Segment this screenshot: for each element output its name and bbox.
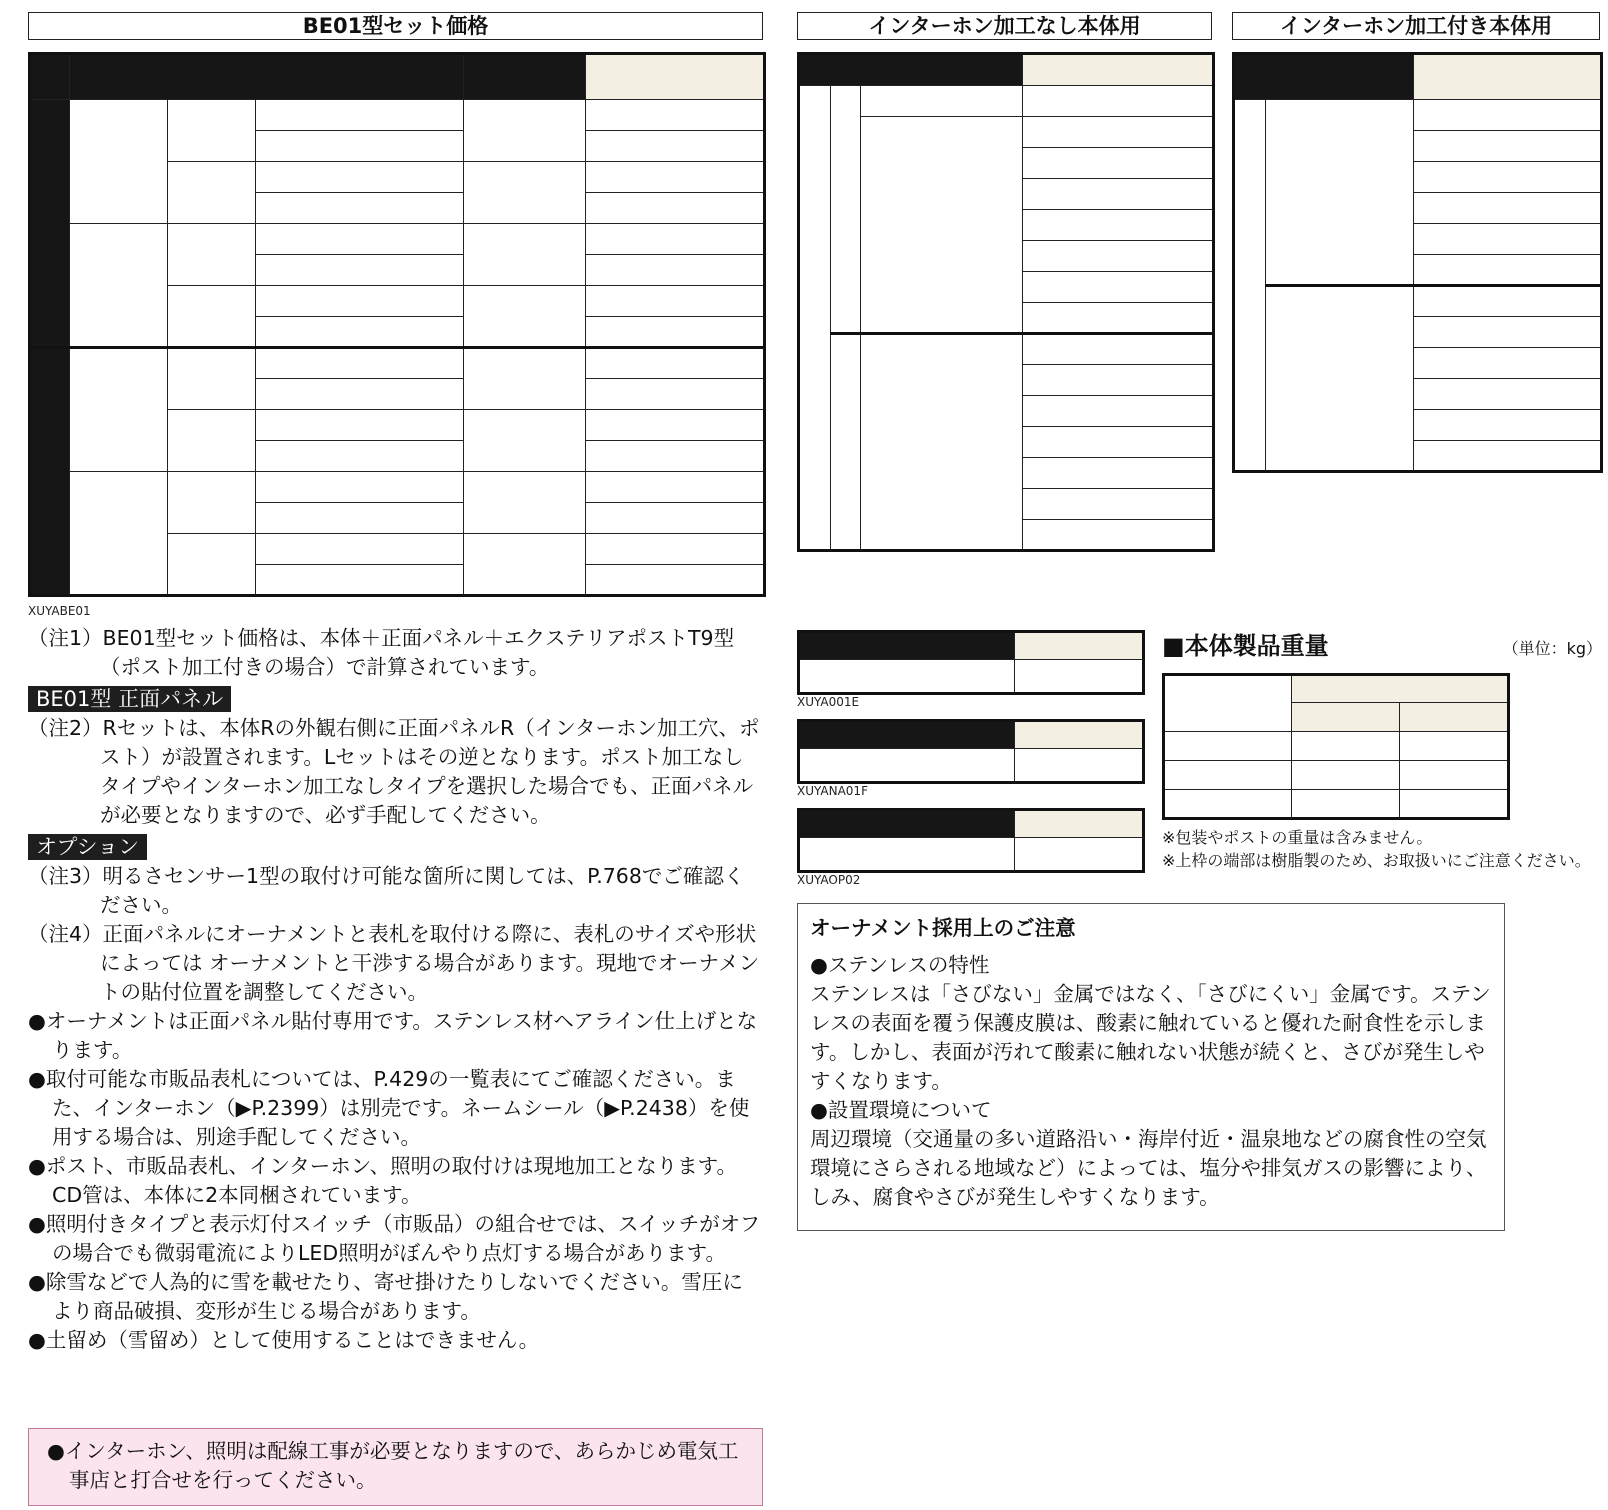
maker-name bbox=[831, 334, 861, 551]
intercom-with-table bbox=[1232, 52, 1603, 473]
exterior-post bbox=[464, 534, 586, 596]
option-header-price bbox=[1015, 632, 1144, 660]
table-row bbox=[1164, 790, 1509, 819]
note-2: （注2）Rセットは、本体Rの外観右側に正面パネルR（インターホン加工穴、ポスト）が設置されます。Lセットはその逆となります。ポスト加工なしタイプやインターホン加工なしタイプを選択した場合でも、正面パネルが必要となりますので、必ず手配してください。 bbox=[28, 716, 760, 827]
intercom-option bbox=[256, 255, 464, 286]
maker-name bbox=[831, 86, 861, 334]
set-price bbox=[586, 410, 765, 441]
option-table bbox=[797, 808, 1145, 873]
option-heading: オプション bbox=[28, 834, 147, 860]
weight-value bbox=[1292, 761, 1400, 790]
part-number bbox=[1023, 272, 1214, 303]
option-header-price bbox=[1015, 810, 1144, 838]
lighting-type bbox=[70, 100, 168, 224]
part-number bbox=[1023, 117, 1214, 148]
bullet-item: ●ポスト、市販品表札、インターホン、照明の取付けは現地加工となります。CD管は、本体に2本同梱されています。 bbox=[28, 1154, 737, 1207]
post-processing bbox=[168, 286, 256, 348]
table-row bbox=[30, 472, 765, 503]
mount-type bbox=[799, 86, 831, 551]
weight-model-header bbox=[1292, 675, 1509, 703]
part-number bbox=[1023, 179, 1214, 210]
note-4: （注4）正面パネルにオーナメントと表札を取付ける際に、表札のサイズや形状によっては オーナメントと干渉する場合があります。現地でオーナメントの貼付位置を調整してください。 bbox=[28, 922, 760, 1004]
exterior-post bbox=[464, 224, 586, 286]
part-number bbox=[1414, 255, 1602, 286]
table-row bbox=[30, 100, 765, 131]
option-price bbox=[1015, 749, 1144, 783]
intercom-none-table bbox=[797, 52, 1215, 552]
bullet-list bbox=[28, 1007, 763, 1355]
part-number bbox=[1023, 396, 1214, 427]
table-row bbox=[799, 334, 1214, 365]
part-number bbox=[1023, 489, 1214, 520]
header-device-type bbox=[1234, 54, 1414, 100]
ornament-subtitle-1: ●ステンレスの特性 bbox=[810, 953, 990, 977]
maker-name bbox=[1266, 286, 1414, 472]
set-price bbox=[586, 534, 765, 565]
part-number bbox=[1023, 520, 1214, 551]
intercom-option bbox=[256, 565, 464, 596]
set-price bbox=[586, 131, 765, 162]
wiring-notice: ●インターホン、照明は配線工事が必要となりますので、あらかじめ電気工事店と打合せを行ってください。 bbox=[28, 1428, 763, 1506]
table-row bbox=[799, 54, 1214, 86]
bullet-item: ●照明付きタイプと表示灯付スイッチ（市販品）の組合せでは、スイッチがオフの場合でも微弱電流によりLED照明がぼんやり点灯する場合があります。 bbox=[28, 1212, 761, 1265]
intercom-option bbox=[256, 286, 464, 317]
header-part-number bbox=[1414, 54, 1602, 100]
part-number bbox=[1023, 86, 1214, 117]
options-area bbox=[797, 630, 1142, 897]
lighting-type bbox=[70, 472, 168, 596]
intercom-option bbox=[256, 193, 464, 224]
corner-cell bbox=[30, 54, 70, 100]
table-row bbox=[1234, 286, 1602, 317]
header-exterior-post bbox=[464, 54, 586, 100]
part-number bbox=[1414, 131, 1602, 162]
post-processing bbox=[168, 100, 256, 162]
part-number bbox=[1023, 241, 1214, 272]
option-price bbox=[1015, 660, 1144, 694]
body-model-label bbox=[30, 100, 70, 348]
intercom-option bbox=[256, 162, 464, 193]
exterior-post bbox=[464, 162, 586, 224]
table-row bbox=[30, 224, 765, 255]
table-row bbox=[799, 721, 1144, 749]
intercom-option bbox=[256, 472, 464, 503]
part-number bbox=[1414, 379, 1602, 410]
set-table-caption: BE01型セット価格 bbox=[28, 12, 763, 40]
device-type bbox=[1234, 100, 1266, 472]
weight-value bbox=[1292, 732, 1400, 761]
weight-title: ■本体製品重量 bbox=[1162, 632, 1329, 660]
post-processing bbox=[168, 224, 256, 286]
part-number bbox=[1414, 162, 1602, 193]
ornament-paragraph-1: ステンレスは「さびない」金属ではなく、「さびにくい」金属です。ステンレスの表面を覆う保護皮膜は、酸素に触れていると優れた耐食性を示します。しかし、表面が汚れて酸素に触れない状態が続くと、さびが発生しやすくなります。 bbox=[810, 982, 1491, 1093]
post-processing bbox=[168, 410, 256, 472]
option-header-name bbox=[799, 810, 1015, 838]
ornament-subtitle-2: ●設置環境について bbox=[810, 1098, 992, 1122]
device-type bbox=[861, 117, 1023, 334]
table-row bbox=[799, 117, 1214, 148]
table-row bbox=[799, 810, 1144, 838]
bullet-item: ●土留め（雪留め）として使用することはできません。 bbox=[28, 1328, 540, 1352]
part-number bbox=[1414, 410, 1602, 441]
device-type bbox=[861, 86, 1023, 117]
weight-width-header bbox=[1292, 703, 1400, 732]
part-number bbox=[1414, 317, 1602, 348]
part-number bbox=[1414, 224, 1602, 255]
set-price-table bbox=[28, 52, 766, 597]
table-row bbox=[799, 838, 1144, 872]
intercom-option bbox=[256, 379, 464, 410]
header-total bbox=[586, 54, 765, 100]
option-table bbox=[797, 630, 1145, 695]
ornament-title: オーナメント採用上のご注意 bbox=[810, 916, 1076, 940]
part-number bbox=[1414, 441, 1602, 472]
table-row bbox=[1234, 100, 1602, 131]
post-processing bbox=[168, 472, 256, 534]
body-model-label bbox=[30, 348, 70, 596]
weight-value bbox=[1292, 790, 1400, 819]
bullet-item: ●オーナメントは正面パネル貼付専用です。ステンレス材ヘアライン仕上げとなります。 bbox=[28, 1009, 758, 1062]
intercom-option bbox=[256, 503, 464, 534]
set-price bbox=[586, 193, 765, 224]
weight-table bbox=[1162, 673, 1602, 820]
intercom-option bbox=[256, 441, 464, 472]
weight-width-header bbox=[1400, 703, 1509, 732]
exterior-post bbox=[464, 100, 586, 162]
notes-section bbox=[28, 624, 763, 1355]
note-3: （注3）明るさセンサー1型の取付け可能な箇所に関しては、P.768でご確認ください。 bbox=[28, 864, 745, 917]
post-processing bbox=[168, 534, 256, 596]
part-number bbox=[1414, 286, 1602, 317]
intercom-option bbox=[256, 224, 464, 255]
weight-unit: （単位：kg） bbox=[1502, 639, 1602, 658]
exterior-post bbox=[464, 410, 586, 472]
header-device-type bbox=[799, 54, 1023, 86]
weight-part bbox=[1164, 790, 1292, 819]
exterior-post bbox=[464, 348, 586, 410]
option-name bbox=[799, 660, 1015, 694]
part-number bbox=[1023, 334, 1214, 365]
set-price bbox=[586, 286, 765, 317]
note-1: （注1）BE01型セット価格は、本体＋正面パネル＋エクステリアポストT9型（ポスト加工付きの場合）で計算されています。 bbox=[28, 626, 735, 679]
part-number bbox=[1414, 100, 1602, 131]
weight-value bbox=[1400, 790, 1509, 819]
option-table bbox=[797, 719, 1145, 784]
part-number bbox=[1414, 193, 1602, 224]
table-row bbox=[30, 54, 765, 100]
weight-value bbox=[1400, 761, 1509, 790]
option-header-name bbox=[799, 721, 1015, 749]
set-price bbox=[586, 441, 765, 472]
table-row bbox=[1234, 54, 1602, 100]
option-name bbox=[799, 838, 1015, 872]
set-price bbox=[586, 255, 765, 286]
set-price bbox=[586, 162, 765, 193]
part-number bbox=[1023, 148, 1214, 179]
table-row bbox=[799, 86, 1214, 117]
intercom-option bbox=[256, 348, 464, 379]
device-type bbox=[861, 334, 1023, 551]
weight-note: ※包装やポストの重量は含みません。 bbox=[1162, 828, 1433, 847]
weight-notes bbox=[1162, 826, 1602, 872]
weight-note: ※上枠の端部は樹脂製のため、お取扱いにご注意ください。 bbox=[1162, 851, 1591, 870]
part-number bbox=[1023, 458, 1214, 489]
table-row bbox=[799, 749, 1144, 783]
bullet-item: ●取付可能な市販品表札については、P.429の一覧表にてご確認ください。また、インターホン（▶P.2399）は別売です。ネームシール（▶P.2438）を使用する場合は、別途手配してください。 bbox=[28, 1067, 750, 1149]
part-number bbox=[1023, 210, 1214, 241]
table-row bbox=[30, 348, 765, 379]
set-price bbox=[586, 317, 765, 348]
option-header-name bbox=[799, 632, 1015, 660]
part-number bbox=[1414, 348, 1602, 379]
option-name bbox=[799, 749, 1015, 783]
weight-value bbox=[1400, 732, 1509, 761]
ornament-notice-box bbox=[797, 903, 1505, 1231]
set-price bbox=[586, 348, 765, 379]
intercom-option bbox=[256, 534, 464, 565]
ornament-paragraph-2: 周辺環境（交通量の多い道路沿い・海岸付近・温泉地などの腐食性の空気環境にさらされる地域など）によっては、塩分や排気ガスの影響により、しみ、腐食やさびが発生しやすくなります。 bbox=[810, 1127, 1487, 1209]
panel-heading: BE01型 正面パネル bbox=[28, 686, 231, 712]
part-number bbox=[1023, 303, 1214, 334]
intercom-with-caption: インターホン加工付き本体用 bbox=[1232, 12, 1600, 40]
set-price bbox=[586, 379, 765, 410]
table-row bbox=[1164, 761, 1509, 790]
lighting-type bbox=[70, 348, 168, 472]
header-part-number bbox=[1023, 54, 1214, 86]
bullet-item: ●除雪などで人為的に雪を載せたり、寄せ掛けたりしないでください。雪圧により商品破損、変形が生じる場合があります。 bbox=[28, 1270, 743, 1323]
maker-name bbox=[1266, 100, 1414, 286]
set-price bbox=[586, 565, 765, 596]
set-table-code: XUYABE01 bbox=[28, 604, 91, 618]
table-row bbox=[1164, 732, 1509, 761]
post-processing bbox=[168, 162, 256, 224]
table-row bbox=[1164, 675, 1509, 703]
weight-part bbox=[1164, 761, 1292, 790]
set-price bbox=[586, 224, 765, 255]
option-price bbox=[1015, 838, 1144, 872]
option-code: XUYANA01F bbox=[797, 784, 868, 798]
option-header-price bbox=[1015, 721, 1144, 749]
weight-part bbox=[1164, 732, 1292, 761]
part-number bbox=[1023, 427, 1214, 458]
table-row bbox=[799, 660, 1144, 694]
weight-section bbox=[1162, 626, 1602, 872]
intercom-option bbox=[256, 100, 464, 131]
lighting-type bbox=[70, 224, 168, 348]
set-price bbox=[586, 100, 765, 131]
exterior-post bbox=[464, 286, 586, 348]
intercom-option bbox=[256, 410, 464, 441]
set-price bbox=[586, 472, 765, 503]
intercom-option bbox=[256, 317, 464, 348]
option-code: XUYA001E bbox=[797, 695, 860, 709]
post-processing bbox=[168, 348, 256, 410]
header-panel bbox=[70, 54, 464, 100]
exterior-post bbox=[464, 472, 586, 534]
intercom-none-caption: インターホン加工なし本体用 bbox=[797, 12, 1212, 40]
corner-cell bbox=[1164, 675, 1292, 732]
set-price bbox=[586, 503, 765, 534]
part-number bbox=[1023, 365, 1214, 396]
intercom-option bbox=[256, 131, 464, 162]
option-code: XUYAOP02 bbox=[797, 873, 861, 887]
table-row bbox=[799, 632, 1144, 660]
